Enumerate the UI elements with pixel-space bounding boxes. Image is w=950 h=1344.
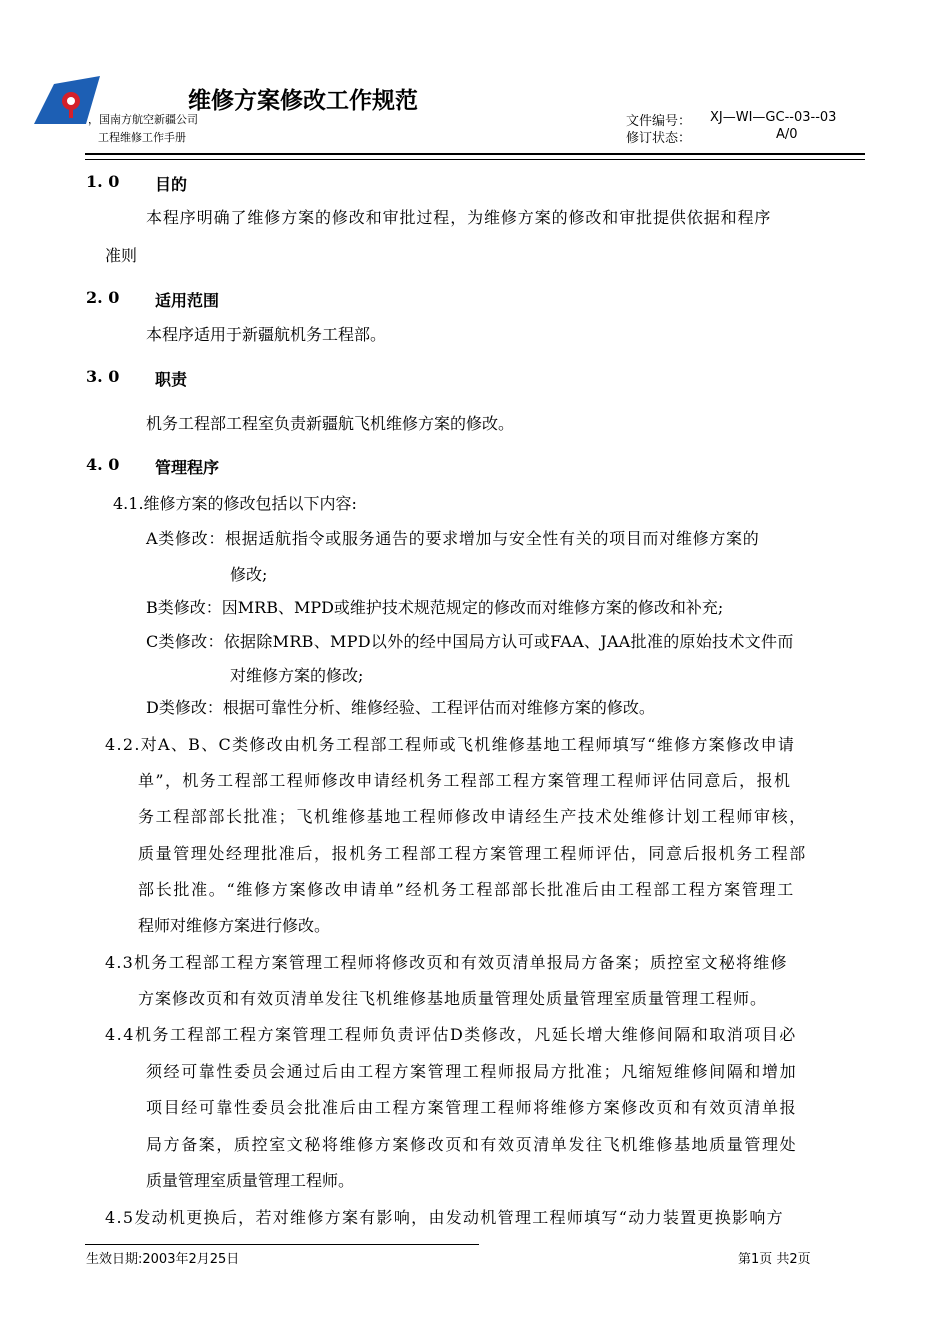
section-4-number: 4. 0 [86, 455, 120, 474]
header-rule-thick [85, 153, 865, 155]
paragraph-line: 4.3机务工程部工程方案管理工程师将修改页和有效页清单报局方备案；质控室文秘将维修 [105, 953, 788, 972]
paragraph-line: 项目经可靠性委员会批准后由工程方案管理工程师将维修方案修改页和有效页清单报 [146, 1098, 798, 1117]
page-number: 第1页 共2页 [738, 1252, 811, 1267]
document-title: 维修方案修改工作规范 [188, 88, 418, 114]
paragraph-line: 4.1.维修方案的修改包括以下内容: [113, 494, 357, 513]
paragraph-line: 部长批准。“维修方案修改申请单”经机务工程部部长批准后由工程部工程方案管理工 [138, 880, 795, 899]
header-rule-thin [85, 159, 865, 160]
section-1-number: 1. 0 [86, 172, 120, 191]
paragraph-line: C类修改：依据除MRB、MPD以外的经中国局方认可或FAA、JAA批准的原始技术文件而 [146, 632, 794, 651]
paragraph-line: 本程序适用于新疆航机务工程部。 [146, 325, 387, 344]
paragraph-line: 质量管理处经理批准后，报机务工程部工程方案管理工程师评估，同意后报机务工程部 [138, 844, 807, 863]
paragraph-line: 局方备案，质控室文秘将维修方案修改页和有效页清单发往飞机维修基地质量管理处 [146, 1135, 798, 1154]
paragraph-line: 务工程部部长批准；飞机维修基地工程师修改申请经生产技术处维修计划工程师审核， [138, 807, 807, 826]
paragraph-line: 修改; [230, 565, 268, 584]
paragraph-line: 4.5发动机更换后，若对维修方案有影响，由发动机管理工程师填写“动力装置更换影响方 [105, 1208, 784, 1227]
doc-number: XJ—WI—GC--03--03 [710, 110, 837, 125]
paragraph-line: 机务工程部工程室负责新疆航飞机维修方案的修改。 [146, 414, 515, 433]
paragraph-line: 4.4机务工程部工程方案管理工程师负责评估D类修改，凡延长增大维修间隔和取消项目必 [105, 1025, 797, 1044]
paragraph-line: 质量管理室质量管理工程师。 [146, 1171, 355, 1190]
paragraph-line: 单”，机务工程部工程师修改申请经机务工程部工程方案管理工程师评估同意后，报机 [138, 771, 792, 790]
section-1-title: 目的 [155, 175, 188, 194]
paragraph-line: 须经可靠性委员会通过后由工程方案管理工程师报局方批准；凡缩短维修间隔和增加 [146, 1062, 798, 1081]
revision-label: 修订状态： [626, 131, 692, 146]
paragraph-line: 准则 [105, 246, 138, 265]
paragraph-line: B类修改：因MRB、MPD或维护技术规范规定的修改而对维修方案的修改和补充; [146, 598, 724, 617]
company-name: ，国南方航空新疆公司 [88, 113, 198, 126]
section-4-title: 管理程序 [155, 458, 220, 477]
paragraph-line: A类修改：根据适航指令或服务通告的要求增加与安全性有关的项目而对维修方案的 [146, 529, 760, 548]
effective-date: 生效日期:2003年2月25日 [86, 1252, 240, 1267]
paragraph-line: 对维修方案的修改; [230, 666, 364, 685]
manual-name: 工程维修工作手册 [98, 131, 186, 144]
paragraph-line: 4.2.对A、B、C类修改由机务工程部工程师或飞机维修基地工程师填写“维修方案修改申请 [105, 735, 796, 754]
paragraph-line: D类修改：根据可靠性分析、维修经验、工程评估而对维修方案的修改。 [146, 698, 655, 717]
paragraph-line: 程师对维修方案进行修改。 [138, 916, 331, 935]
revision-status: A/0 [776, 127, 798, 142]
paragraph-line: 方案修改页和有效页清单发往飞机维修基地质量管理处质量管理室质量管理工程师。 [138, 989, 768, 1008]
section-3-title: 职责 [155, 370, 188, 389]
footer-rule [85, 1244, 479, 1245]
paragraph-line: 本程序明确了维修方案的修改和审批过程，为维修方案的修改和审批提供依据和程序 [146, 208, 772, 227]
section-2-title: 适用范围 [155, 291, 220, 310]
doc-number-label: 文件编号： [626, 114, 692, 129]
section-2-number: 2. 0 [86, 288, 120, 307]
section-3-number: 3. 0 [86, 367, 120, 386]
